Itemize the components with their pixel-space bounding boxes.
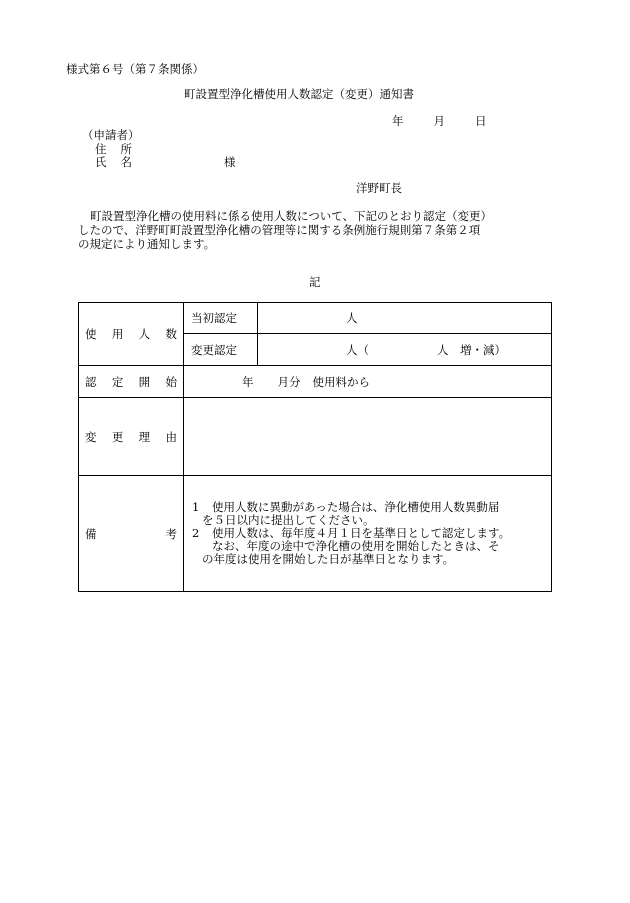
- note-continuation: を５日以内に提出してください。: [202, 513, 375, 527]
- name-honorific: 様: [224, 155, 236, 169]
- changed-value-cell: [258, 334, 552, 366]
- changed-unit: 人（: [346, 342, 369, 357]
- record-table: [78, 302, 552, 592]
- note-continuation: の年度は使用を開始した日が基準日となります。: [202, 552, 455, 566]
- body-text: [78, 209, 558, 251]
- initial-label: 当初認定: [184, 303, 258, 334]
- address-label: 住 所: [95, 142, 132, 156]
- document-title: 町設置型浄化槽使用人数認定（変更）通知書: [184, 87, 414, 101]
- form-number: 様式第６号（第７条関係）: [66, 62, 204, 76]
- start-month: 月分: [277, 374, 301, 389]
- reason-label: 変 更 理 由: [85, 429, 177, 444]
- issuer: 洋野町長: [356, 181, 402, 195]
- users-label: 使 用 人 数: [85, 327, 177, 341]
- reason-value-cell: [184, 398, 552, 476]
- start-label-cell: [79, 366, 184, 398]
- date-line: [392, 116, 487, 128]
- date-year: 年: [392, 114, 404, 128]
- note-item: 2 使用人数は、毎年度４月１日を基準日として認定します。: [192, 526, 511, 540]
- note-continuation: なお、年度の途中で浄化槽の使用を開始したときは、そ: [212, 539, 500, 553]
- date-month: 月: [433, 114, 445, 128]
- ki-heading: 記: [309, 275, 321, 289]
- changed-label: 変更認定: [184, 334, 258, 366]
- applicant-heading: （申請者）: [82, 128, 140, 142]
- body-line-2: したので、洋野町町設置型浄化槽の管理等に関する条例施行規則第７条第２項: [78, 223, 481, 237]
- initial-value-cell: [258, 303, 552, 334]
- users-label-cell: [79, 303, 184, 366]
- start-label: 認 定 開 始: [85, 374, 177, 389]
- name-label: 氏 名: [95, 155, 132, 169]
- notes-label: 備 考: [85, 526, 177, 541]
- start-year: 年: [242, 374, 254, 389]
- body-line-1: 町設置型浄化槽の使用料に係る使用人数について、下記のとおり認定（変更）: [90, 209, 493, 223]
- notes-cell: [184, 476, 552, 592]
- date-day: 日: [475, 114, 487, 128]
- changed-detail: 人 増・減）: [437, 342, 506, 357]
- body-line-3: の規定により通知します。: [78, 237, 216, 251]
- start-suffix: 使用料から: [312, 374, 370, 389]
- initial-unit: 人: [346, 311, 358, 325]
- reason-label-cell: [79, 398, 184, 476]
- note-item: 1 使用人数に異動があった場合は、浄化槽使用人数異動届: [192, 500, 500, 514]
- start-value-cell: [184, 366, 552, 398]
- notes-label-cell: [79, 476, 184, 592]
